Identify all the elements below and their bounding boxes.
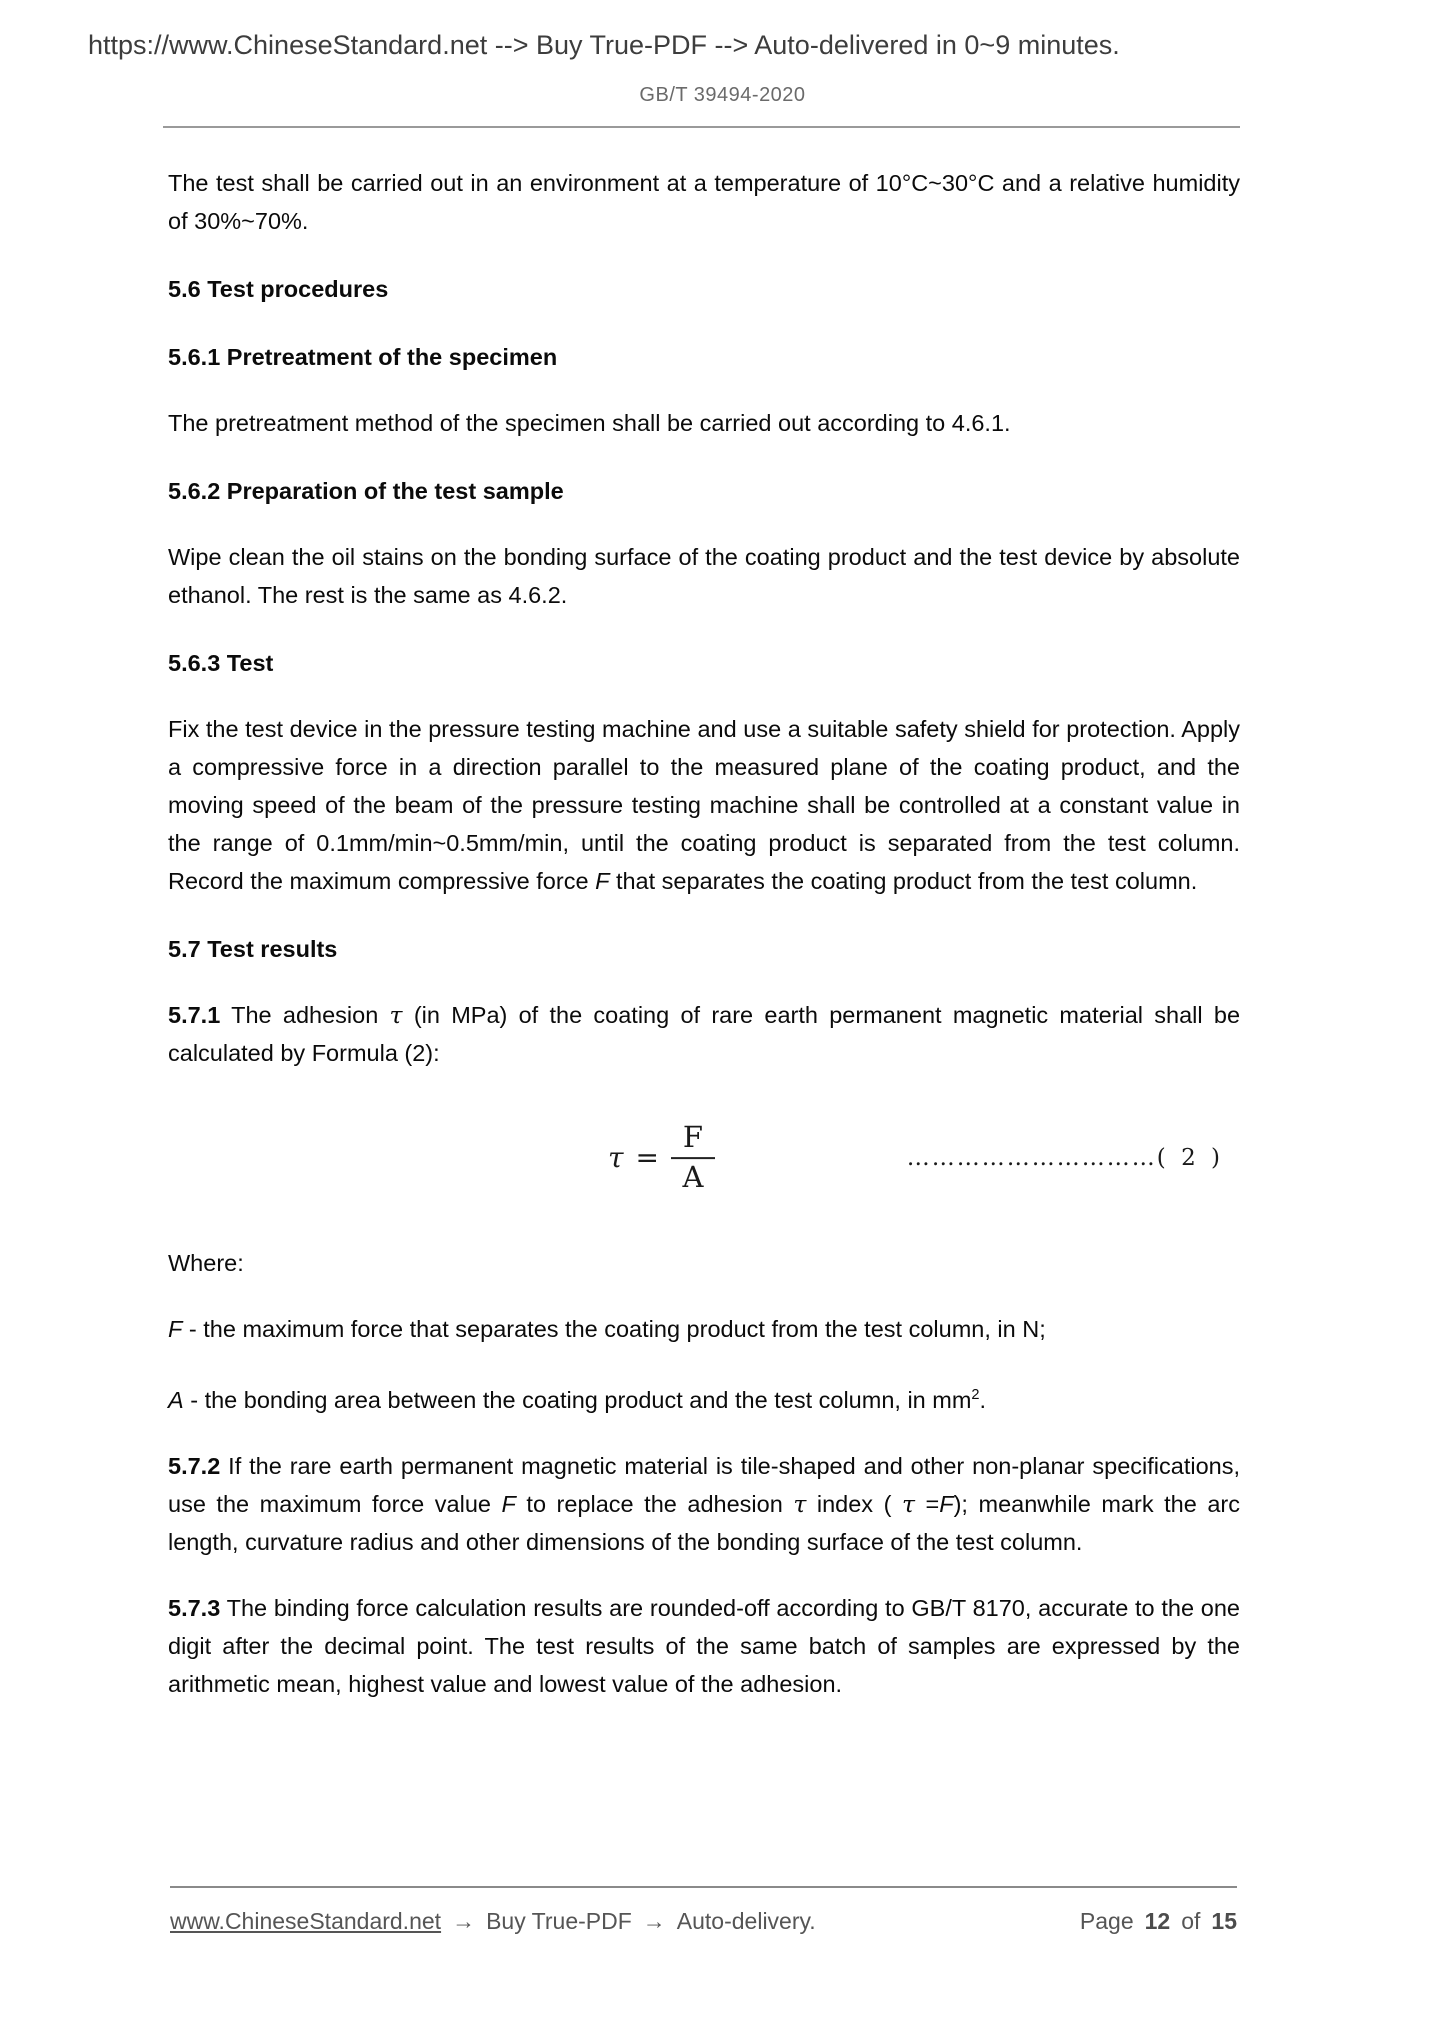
formula-numerator: F xyxy=(682,1120,704,1155)
var-tau: τ xyxy=(901,1489,915,1518)
formula-equation xyxy=(608,1122,715,1194)
page-total: 15 xyxy=(1211,1908,1237,1934)
var-F: F xyxy=(168,1316,183,1342)
formula-fraction xyxy=(671,1122,715,1194)
formula-2 xyxy=(168,1102,1240,1214)
para-environment: The test shall be carried out in an environment at a temperature of 10°C~30°C and a relative humidity of 30%~70%. xyxy=(168,170,1240,234)
var-F: F xyxy=(595,868,610,894)
page-indicator xyxy=(1080,1908,1237,1935)
fraction-bar xyxy=(671,1157,715,1159)
header-url-line: https://www.ChineseStandard.net --> Buy True-PDF --> Auto-delivered in 0~9 minutes. xyxy=(88,30,1120,60)
arrow-right-icon: → xyxy=(642,1908,666,1934)
footer-delivery-text: Auto-delivery. xyxy=(676,1908,816,1934)
document-body xyxy=(168,128,1240,1731)
heading-5-7: 5.7 Test results xyxy=(168,936,338,962)
para-5-7-1: 5.7.1 The adhesion τ (in MPa) of the coating of rare earth permanent magnetic material shall be calculated by Formula (2): xyxy=(168,1001,1241,1066)
heading-5-6-1: 5.6.1 Pretreatment of the specimen xyxy=(168,344,558,370)
para-5-6-1: The pretreatment method of the specimen shall be carried out according to 4.6.1. xyxy=(168,410,1011,436)
of-label: of xyxy=(1181,1908,1201,1934)
document-number: GB/T 39494-2020 xyxy=(639,84,806,106)
formula-number-label: ( 2 ) xyxy=(1156,1145,1224,1171)
heading-5-6-3: 5.6.3 Test xyxy=(168,650,274,676)
arrow-right-icon: → xyxy=(452,1908,476,1934)
page-current: 12 xyxy=(1144,1908,1171,1934)
var-F: F xyxy=(501,1490,516,1517)
var-tau: τ xyxy=(389,1001,403,1029)
heading-5-6-2: 5.6.2 Preparation of the test sample xyxy=(168,478,564,504)
var-F: F xyxy=(939,1490,954,1517)
para-5-7-3: 5.7.3 The binding force calculation results are rounded-off according to GB/T 8170, accurate to the one digit after the decimal point. The test results of the same batch of samples are expressed by the arithmetic mean, highest value and lowest value of the adhesion. xyxy=(168,1594,1240,1697)
definition-F: F - the maximum force that separates the coating product from the test column, in N; xyxy=(168,1316,1046,1342)
heading-5-6: 5.6 Test procedures xyxy=(168,276,389,302)
leader-dots: ………………………… xyxy=(906,1145,1157,1171)
formula-tau: τ xyxy=(608,1141,624,1174)
page-footer xyxy=(170,1886,1237,1935)
equals-sign: = xyxy=(635,1141,659,1174)
footer-buy-text: Buy True-PDF xyxy=(486,1908,632,1934)
var-A: A xyxy=(168,1386,184,1413)
footer-delivery-info xyxy=(170,1908,816,1935)
para-5-6-2: Wipe clean the oil stains on the bonding surface of the coating product and the test device by absolute ethanol. The rest is the same as 4.6.2. xyxy=(168,544,1240,608)
where-label: Where: xyxy=(168,1250,244,1276)
formula-denominator: A xyxy=(682,1160,704,1194)
page-label: Page xyxy=(1079,1908,1134,1934)
definition-A: A - the bonding area between the coating product and the test column, in $mm^2$. xyxy=(168,1386,987,1413)
para-5-7-2: 5.7.2 If the rare earth permanent magnetic material is tile-shaped and other non-planar specifications, use the maximum force value F to replace the adhesion τ index ( τ =F); meanwhile mark the arc length, curvature radius and other dimensions of the bonding surface of the test column. xyxy=(168,1452,1240,1555)
para-5-6-3: Fix the test device in the pressure testing machine and use a suitable safety shield for protection. Apply a compressive force in a direction parallel to the measured plane of the coating product, and the moving speed of the beam of the pressure testing machine shall be controlled at a constant value in the range of 0.1mm/min~0.5mm/min, until the coating product is separated from the test column. Record the maximum compressive force F that separates the coating product from the test column. xyxy=(168,716,1240,894)
formula-number xyxy=(907,1139,1224,1177)
footer-site-link[interactable]: www.ChineseStandard.net xyxy=(170,1908,442,1934)
var-tau: τ xyxy=(793,1489,807,1518)
superscript-2: 2 xyxy=(971,1387,980,1403)
